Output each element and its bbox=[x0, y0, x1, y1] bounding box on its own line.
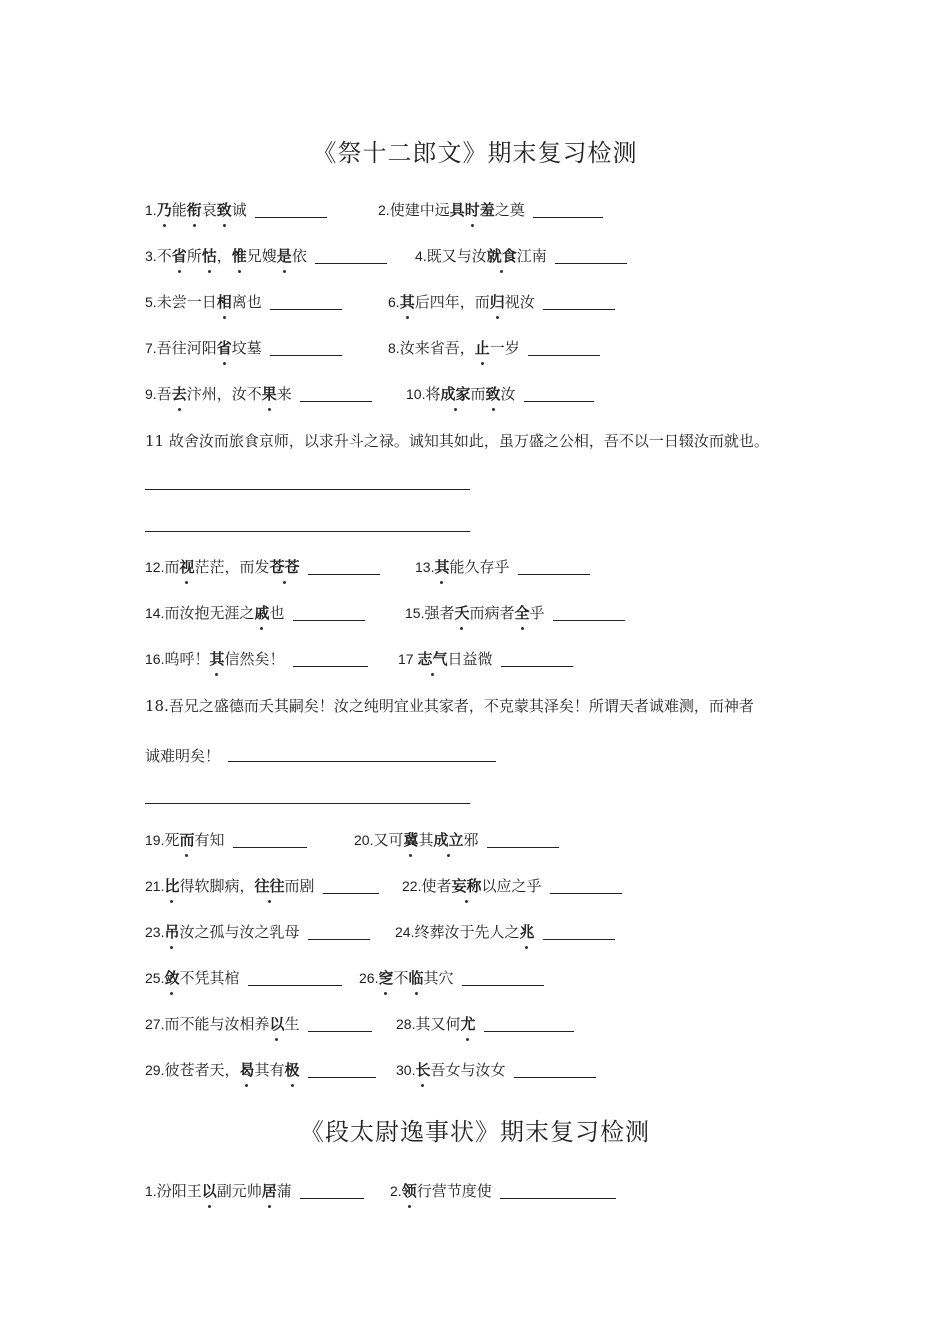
answer-blank[interactable] bbox=[293, 602, 365, 621]
question-text: 汝来省吾， bbox=[399, 339, 475, 357]
answer-blank[interactable] bbox=[308, 1059, 376, 1078]
question-text: 呜呼！ bbox=[164, 650, 210, 668]
question-text: 视汝 bbox=[504, 293, 535, 311]
question-text: 副元帅 bbox=[216, 1182, 262, 1200]
section1-question bbox=[145, 555, 380, 579]
question-text: 也 bbox=[269, 604, 285, 622]
question-text: 以应之乎 bbox=[481, 877, 542, 895]
question-text: 使者 bbox=[421, 877, 452, 895]
emphasized-word: 尤 bbox=[460, 1012, 475, 1036]
question-text: 其有 bbox=[254, 1061, 285, 1079]
question-text: 生 bbox=[284, 1015, 300, 1033]
question-text: 离也 bbox=[231, 293, 262, 311]
question-11-text: 11 故舍汝而旅食京师，以求升斗之禄。诚知其如此，虽万盛之公相，吾不以一日辍汝而就也。 bbox=[145, 432, 769, 450]
emphasized-word: 其 bbox=[209, 647, 224, 671]
question-text: 诚 bbox=[231, 201, 247, 219]
question-number: 3. bbox=[145, 248, 157, 264]
section1-question bbox=[388, 290, 615, 314]
question-number: 10. bbox=[406, 386, 426, 402]
question-text: 彼苍者天， bbox=[164, 1061, 240, 1079]
question-number: 6. bbox=[388, 294, 400, 310]
emphasized-word: 乃 bbox=[157, 198, 172, 222]
section1-question bbox=[396, 1058, 596, 1082]
question-text: 不凭其棺 bbox=[179, 969, 240, 987]
answer-blank[interactable] bbox=[484, 1013, 574, 1032]
section1-question bbox=[395, 920, 615, 944]
section1-question bbox=[415, 244, 627, 268]
question-text: 得软脚病， bbox=[179, 877, 255, 895]
question-text: 一岁 bbox=[489, 339, 520, 357]
section1-question bbox=[398, 647, 573, 671]
question-number: 8. bbox=[388, 340, 400, 356]
question-text: 有知 bbox=[194, 831, 225, 849]
question-number: 1. bbox=[145, 1183, 157, 1199]
question-text: 终葬汝于先人之 bbox=[414, 923, 520, 941]
answer-blank[interactable] bbox=[248, 967, 342, 986]
question-text: 汾阳王 bbox=[156, 1182, 202, 1200]
emphasized-word: 去 bbox=[172, 382, 187, 406]
emphasized-word: 致 bbox=[486, 382, 501, 406]
emphasized-word: 居 bbox=[262, 1179, 277, 1203]
answer-blank[interactable] bbox=[500, 1180, 616, 1199]
answer-blank[interactable] bbox=[550, 875, 622, 894]
emphasized-word: 成家 bbox=[440, 382, 470, 406]
answer-line-18a[interactable] bbox=[228, 761, 496, 762]
answer-blank[interactable] bbox=[308, 556, 380, 575]
question-text: 坟墓 bbox=[231, 339, 262, 357]
section1-question bbox=[145, 874, 379, 898]
answer-line-11a[interactable] bbox=[145, 489, 470, 490]
question-number: 19. bbox=[145, 832, 165, 848]
section1-question bbox=[145, 198, 327, 222]
question-text: 未尝一日 bbox=[156, 293, 217, 311]
emphasized-word: 省 bbox=[172, 244, 187, 268]
section1-question bbox=[145, 1058, 376, 1082]
question-text: 不 bbox=[156, 247, 172, 265]
question-text: 能 bbox=[171, 201, 187, 219]
emphasized-word: 止 bbox=[475, 336, 490, 360]
question-text: 依 bbox=[291, 247, 307, 265]
question-number: 21. bbox=[145, 878, 165, 894]
question-number: 9. bbox=[145, 386, 157, 402]
question-number: 13. bbox=[415, 559, 435, 575]
section2-question bbox=[145, 1179, 364, 1203]
question-text: 不 bbox=[393, 969, 409, 987]
section1-question bbox=[354, 828, 559, 852]
question-number: 26. bbox=[359, 970, 379, 986]
question-text: 死 bbox=[164, 831, 180, 849]
question-text: 行营节度使 bbox=[416, 1182, 492, 1200]
question-text: 江南 bbox=[516, 247, 547, 265]
question-text: 其又何 bbox=[415, 1015, 461, 1033]
emphasized-word: 夭 bbox=[454, 601, 469, 625]
emphasized-word: 省 bbox=[217, 336, 232, 360]
emphasized-word: 成立 bbox=[434, 828, 464, 852]
question-text: 而剧 bbox=[284, 877, 315, 895]
question-text: 之奠 bbox=[494, 201, 525, 219]
emphasized-word: 曷 bbox=[239, 1058, 254, 1082]
emphasized-word: 苍苍 bbox=[270, 555, 300, 579]
emphasized-word: 全 bbox=[515, 601, 530, 625]
answer-line-18b[interactable] bbox=[145, 803, 470, 804]
emphasized-word: 其 bbox=[434, 555, 449, 579]
question-text: 而 bbox=[470, 385, 486, 403]
answer-blank[interactable] bbox=[300, 383, 372, 402]
question-number: 25. bbox=[145, 970, 165, 986]
emphasized-word: 相 bbox=[217, 290, 232, 314]
section1-question bbox=[145, 1012, 372, 1036]
emphasized-word: 其 bbox=[400, 290, 415, 314]
question-number: 2. bbox=[378, 202, 390, 218]
answer-blank[interactable] bbox=[528, 337, 600, 356]
answer-blank[interactable] bbox=[323, 875, 379, 894]
emphasized-word: 是 bbox=[277, 244, 292, 268]
emphasized-word: 临 bbox=[409, 966, 424, 990]
question-number: 28. bbox=[396, 1016, 416, 1032]
question-text: 茫茫，而发 bbox=[194, 558, 270, 576]
question-number: 29. bbox=[145, 1062, 165, 1078]
section1-title: 《祭十二郎文》期末复习检测 bbox=[312, 139, 638, 167]
question-text: 既又与汝 bbox=[426, 247, 487, 265]
emphasized-word: 归 bbox=[490, 290, 505, 314]
question-text: 哀 bbox=[201, 201, 217, 219]
question-number: 1. bbox=[145, 202, 157, 218]
question-text: 而汝抱无涯之 bbox=[164, 604, 255, 622]
answer-blank[interactable] bbox=[543, 921, 615, 940]
question-18-line2 bbox=[145, 745, 220, 766]
section1-question bbox=[402, 874, 622, 898]
answer-line-11b[interactable] bbox=[145, 531, 470, 532]
answer-blank[interactable] bbox=[543, 291, 615, 310]
emphasized-word: 志气 bbox=[417, 647, 447, 671]
section1-question bbox=[145, 647, 368, 671]
question-text: 而不能与汝相养 bbox=[164, 1015, 270, 1033]
question-text: 吾女与汝女 bbox=[430, 1061, 506, 1079]
question-text: 将 bbox=[425, 385, 441, 403]
emphasized-word: 视 bbox=[179, 555, 194, 579]
emphasized-word: 领 bbox=[402, 1179, 417, 1203]
section2-title: 《段太尉逸事状》期末复习检测 bbox=[300, 1118, 650, 1146]
section1-question bbox=[145, 966, 342, 990]
emphasized-word: 妄称 bbox=[451, 874, 481, 898]
question-number: 5. bbox=[145, 294, 157, 310]
answer-blank[interactable] bbox=[533, 199, 603, 218]
answer-blank[interactable] bbox=[487, 829, 559, 848]
question-text: 来 bbox=[276, 385, 292, 403]
question-18-text: 诚难明矣！ bbox=[145, 747, 221, 765]
question-text: 所 bbox=[186, 247, 202, 265]
question-text: 其 bbox=[418, 831, 434, 849]
answer-blank[interactable] bbox=[300, 1180, 364, 1199]
question-text: 后四年，而 bbox=[414, 293, 490, 311]
question-number: 20. bbox=[354, 832, 374, 848]
question-number: 17 bbox=[398, 651, 418, 667]
emphasized-word: 冀 bbox=[403, 828, 418, 852]
question-text: 兄嫂 bbox=[246, 247, 277, 265]
section1-question bbox=[145, 336, 342, 360]
emphasized-word: 以 bbox=[269, 1012, 284, 1036]
answer-blank[interactable] bbox=[270, 291, 342, 310]
question-number: 12. bbox=[145, 559, 165, 575]
question-text: 汝 bbox=[500, 385, 516, 403]
emphasized-word: 敛 bbox=[164, 966, 179, 990]
question-text: 使建中远 bbox=[389, 201, 450, 219]
section1-question bbox=[415, 555, 590, 579]
question-text: ， bbox=[216, 247, 232, 265]
emphasized-word: 比 bbox=[164, 874, 179, 898]
section1-question bbox=[406, 382, 594, 406]
answer-blank[interactable] bbox=[514, 1059, 596, 1078]
question-text: 信然矣！ bbox=[224, 650, 285, 668]
question-text: 汝之孤与汝之乳母 bbox=[179, 923, 300, 941]
section1-question bbox=[145, 601, 365, 625]
question-text: 其穴 bbox=[423, 969, 454, 987]
section1-question bbox=[388, 336, 600, 360]
emphasized-word: 窆 bbox=[378, 966, 393, 990]
section1-question bbox=[145, 244, 387, 268]
emphasized-word: 吊 bbox=[164, 920, 179, 944]
emphasized-word: 兆 bbox=[519, 920, 534, 944]
question-number: 22. bbox=[402, 878, 422, 894]
section1-question bbox=[145, 920, 370, 944]
answer-blank[interactable] bbox=[501, 648, 573, 667]
question-18-line1: 18.吾兄之盛德而夭其嗣矣！汝之纯明宜业其家者，不克蒙其泽矣！所谓天者诚难测，而神者 bbox=[145, 697, 754, 715]
answer-blank[interactable] bbox=[233, 829, 307, 848]
question-number: 14. bbox=[145, 605, 165, 621]
question-number: 7. bbox=[145, 340, 157, 356]
emphasized-word: 极 bbox=[285, 1058, 300, 1082]
emphasized-word: 长 bbox=[415, 1058, 430, 1082]
answer-blank[interactable] bbox=[270, 337, 342, 356]
emphasized-word: 就食 bbox=[487, 244, 517, 268]
section1-question bbox=[405, 601, 625, 625]
answer-blank[interactable] bbox=[308, 1013, 372, 1032]
section1-question bbox=[396, 1012, 574, 1036]
question-number: 2. bbox=[390, 1183, 402, 1199]
emphasized-word: 以 bbox=[202, 1179, 217, 1203]
question-number: 23. bbox=[145, 924, 165, 940]
emphasized-word: 衔 bbox=[187, 198, 202, 222]
section1-question bbox=[359, 966, 544, 990]
answer-blank[interactable] bbox=[555, 245, 627, 264]
emphasized-word: 惟 bbox=[232, 244, 247, 268]
emphasized-word: 致 bbox=[217, 198, 232, 222]
answer-blank[interactable] bbox=[315, 245, 387, 264]
question-text: 蒲 bbox=[276, 1182, 292, 1200]
section1-question bbox=[378, 198, 603, 222]
question-number: 24. bbox=[395, 924, 415, 940]
question-text: 汴州，汝不 bbox=[186, 385, 262, 403]
question-text: 乎 bbox=[529, 604, 545, 622]
question-text: 邪 bbox=[463, 831, 479, 849]
question-number: 30. bbox=[396, 1062, 416, 1078]
question-text: 强者 bbox=[424, 604, 455, 622]
question-text: 又可 bbox=[373, 831, 404, 849]
emphasized-word: 往往 bbox=[255, 874, 285, 898]
question-text: 而 bbox=[164, 558, 180, 576]
emphasized-word: 具时羞 bbox=[450, 198, 495, 222]
section1-question bbox=[145, 828, 307, 852]
answer-blank[interactable] bbox=[308, 921, 370, 940]
question-number: 27. bbox=[145, 1016, 165, 1032]
question-text: 吾往河阳 bbox=[156, 339, 217, 357]
question-number: 16. bbox=[145, 651, 165, 667]
question-text: 日益微 bbox=[447, 650, 493, 668]
answer-blank[interactable] bbox=[255, 199, 327, 218]
answer-blank[interactable] bbox=[293, 648, 368, 667]
question-text: 吾 bbox=[156, 385, 172, 403]
question-text: 而病者 bbox=[469, 604, 515, 622]
answer-blank[interactable] bbox=[524, 383, 594, 402]
section1-question bbox=[145, 290, 342, 314]
emphasized-word: 戚 bbox=[254, 601, 269, 625]
section1-question bbox=[145, 382, 372, 406]
emphasized-word: 果 bbox=[262, 382, 277, 406]
section2-question bbox=[390, 1179, 616, 1203]
answer-blank[interactable] bbox=[553, 602, 625, 621]
answer-blank[interactable] bbox=[462, 967, 544, 986]
emphasized-word: 怙 bbox=[202, 244, 217, 268]
answer-blank[interactable] bbox=[518, 556, 590, 575]
emphasized-word: 而 bbox=[179, 828, 194, 852]
question-number: 15. bbox=[405, 605, 425, 621]
question-text: 能久存乎 bbox=[449, 558, 510, 576]
question-number: 4. bbox=[415, 248, 427, 264]
